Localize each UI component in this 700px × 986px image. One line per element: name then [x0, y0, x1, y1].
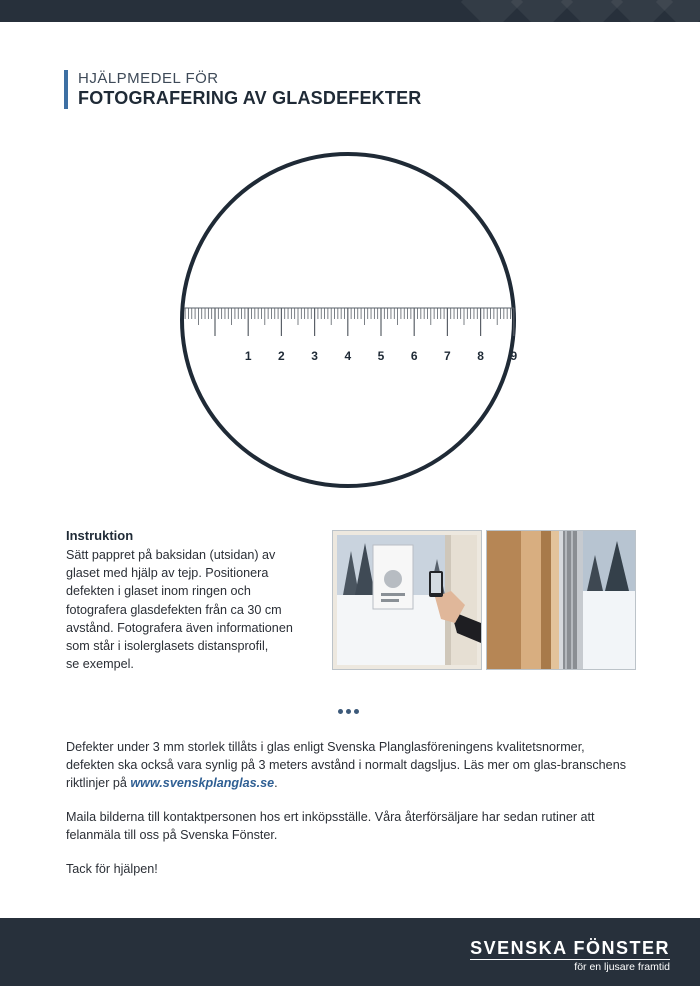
example-photo-spacer-profile — [486, 530, 636, 670]
separator-dots — [338, 701, 362, 719]
instruction-line: se exempel. — [66, 657, 134, 672]
instruction-line: Sätt pappret på baksidan (utsidan) av — [66, 548, 276, 562]
measurement-ring — [176, 148, 526, 493]
planglas-link[interactable]: www.svenskplanglas.se — [130, 776, 275, 790]
thanks-text: Tack för hjälpen! — [66, 862, 158, 876]
ruler-scale — [184, 308, 514, 336]
top-banner — [0, 0, 700, 22]
instruction-text — [66, 546, 326, 673]
ruler-label-9: 9 — [510, 349, 518, 363]
instruction-line: fotografera glasdefekten från ca 30 cm — [66, 602, 282, 617]
defect-info-period: . — [274, 776, 278, 790]
brand-tagline: för en ljusare framtid — [574, 961, 670, 973]
page-subtitle: HJÄLPMEDEL FÖR — [78, 70, 219, 87]
instruction-heading: Instruktion — [66, 528, 134, 543]
brand-logo — [470, 938, 670, 974]
instruction-line: avstånd. Fotografera även informationen — [66, 620, 293, 635]
ruler-label-8: 8 — [477, 349, 484, 363]
ruler-label-7: 7 — [444, 349, 451, 363]
ruler-label-2: 2 — [278, 349, 285, 363]
ruler-label-5: 5 — [377, 349, 385, 363]
defect-info-paragraph — [66, 738, 636, 792]
page-title: FOTOGRAFERING AV GLASDEFEKTER — [78, 88, 422, 108]
ruler-label-1: 1 — [244, 349, 252, 363]
ruler-label-3: 3 — [311, 349, 318, 363]
email-instruction-paragraph: Maila bilderna till kontaktpersonen hos ert inköpsställe. Våra återförsäljare har sedan rutiner att felanmäla till oss på Svenska Fönster. — [66, 810, 595, 842]
defect-info-text: Defekter under 3 mm storlek tillåts i glas enligt Svenska Planglasföreningens kvalitetsnormer, defekten ska också vara synlig på 3 meters avstånd i normalt dagsljus. Läs mer om glas-branschens riktlinjer på — [66, 740, 626, 790]
example-photo-window-phone — [332, 530, 482, 670]
instruction-line: defekten i glaset inom ringen och — [66, 584, 251, 599]
brand-name: SVENSKA FÖNSTER — [470, 938, 670, 958]
ruler-label-6: 6 — [410, 349, 418, 363]
page-title-block — [64, 70, 421, 109]
instruction-line: glaset med hjälp av tejp. Positionera — [66, 566, 269, 581]
ruler-labels — [245, 349, 518, 363]
instruction-line: som står i isolerglasets distansprofil, — [66, 639, 269, 654]
ruler-label-4: 4 — [344, 349, 352, 363]
